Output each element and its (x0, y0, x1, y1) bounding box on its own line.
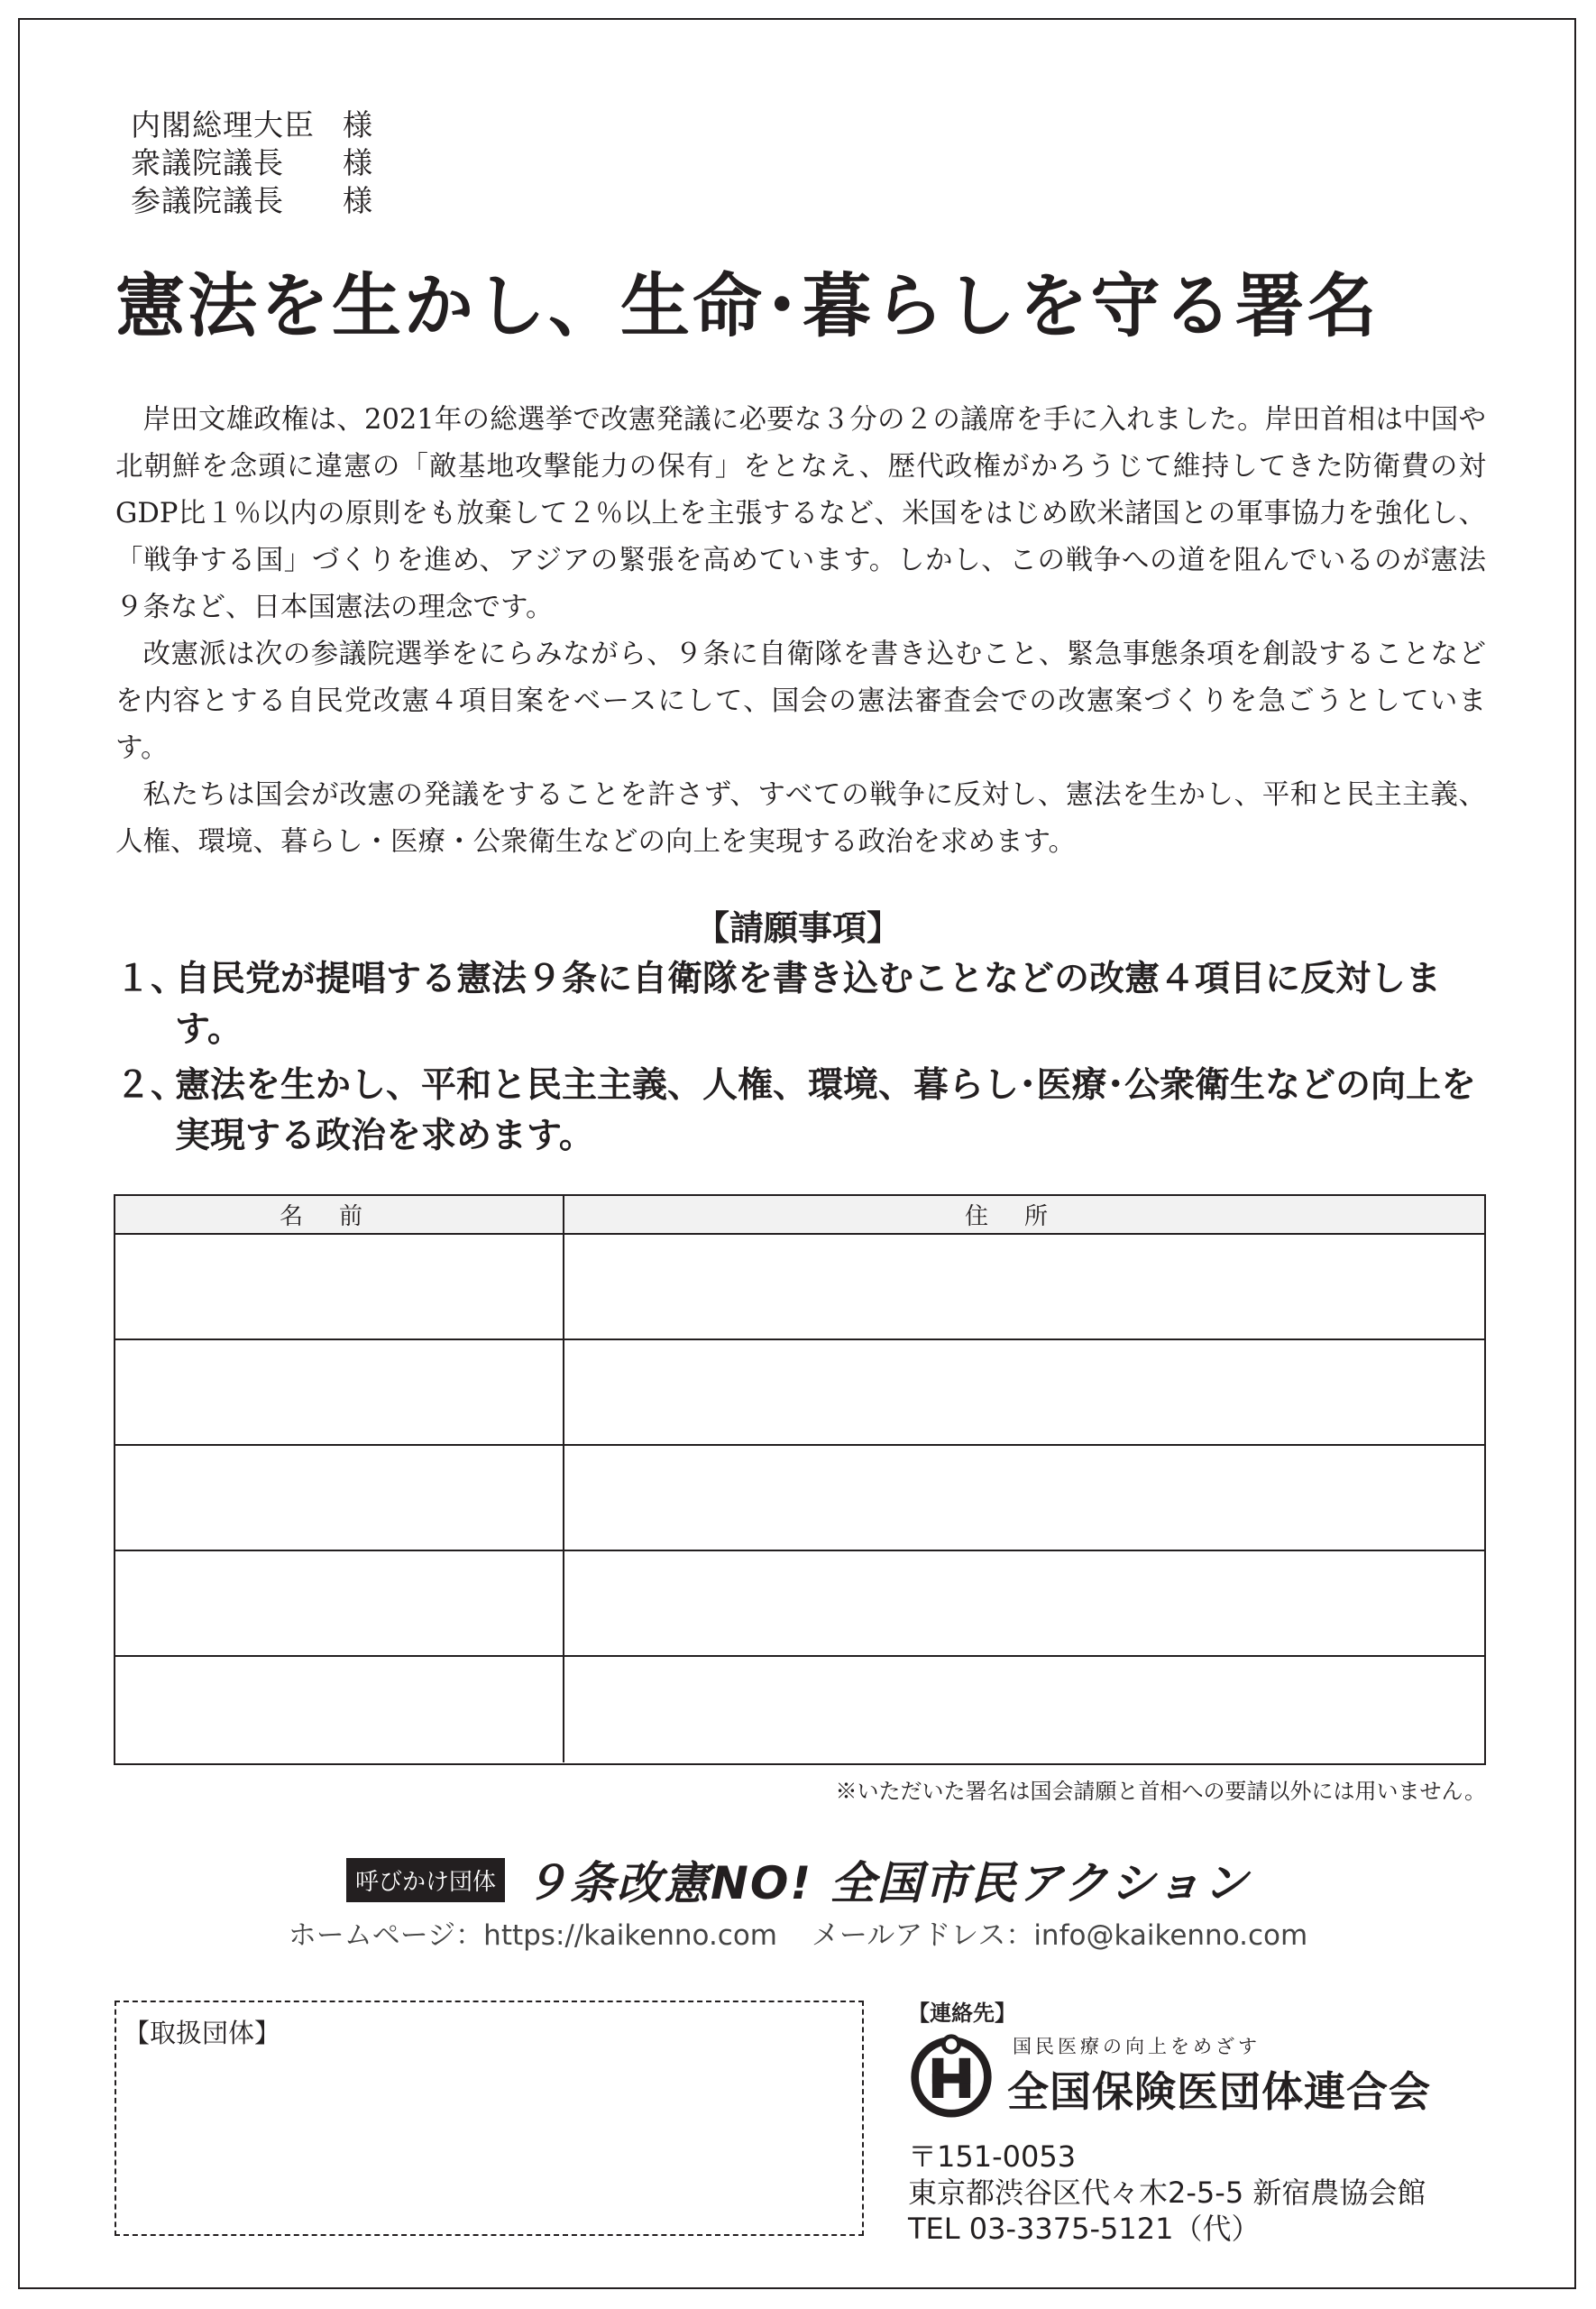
page-title: 憲法を生かし、生命･暮らしを守る署名 (115, 266, 1380, 347)
petition-item (115, 1061, 1504, 1162)
org-tagline: 国民医療の向上をめざす (1013, 2036, 1261, 2057)
address-block (908, 2139, 1503, 2247)
caller-badge: 呼びかけ団体 (346, 1858, 505, 1902)
addressee-honorific: 様 (343, 145, 373, 180)
homepage-link[interactable]: ホームページ：https://kaikenno.com (288, 1919, 778, 1952)
org-logo-icon (908, 2032, 995, 2119)
name-column-header: 名前 (115, 1196, 564, 1233)
petition-text: 憲法を生かし、平和と民主主義、人権、環境、暮らし･医療･公衆衛生などの向上を実現する政治を求めます。 (175, 1065, 1477, 1156)
org-name: 全国保険医団体連合会 (1007, 2067, 1431, 2116)
privacy-note: ※いただいた署名は国会請願と首相への要請以外には用いません。 (835, 1779, 1486, 1804)
email-link[interactable]: メールアドレス：info@kaikenno.com (811, 1919, 1308, 1952)
addressee-honorific: 様 (343, 107, 373, 143)
body-paragraph: 改憲派は次の参議院選挙をにらみながら、９条に自衛隊を書き込むこと、緊急事態条項を創設することなどを内容とする自民党改憲４項目案をベースにして、国会の憲法審査会での改憲案づくりを急ごうとしています。 (115, 639, 1486, 764)
address-cell[interactable] (564, 1551, 1484, 1655)
addressee-honorific: 様 (343, 183, 373, 218)
name-cell[interactable] (115, 1446, 564, 1550)
petition-text: 自民党が提唱する憲法９条に自衛隊を書き込むことなどの改憲４項目に反対します。 (175, 959, 1442, 1050)
body-paragraph: 岸田文雄政権は、2021年の総選挙で改憲発議に必要な３分の２の議席を手に入れました。岸田首相は中国や北朝鮮を念頭に違憲の「敵基地攻撃能力の保有」をとなえ、歴代政権がかろうじて維持してきた防衛費の対GDP比１％以内の原則をも放棄して２％以上を主張するなど、米国をはじめ欧米諸国との軍事協力を強化し、「戦争する国」づくりを進め、アジアの緊張を高めています。しかし、この戦争への道を阻んでいるのが憲法９条など、日本国憲法の理念です。 (115, 404, 1486, 623)
handler-box[interactable] (115, 2001, 864, 2236)
addressee-item (131, 106, 373, 144)
name-cell[interactable] (115, 1340, 564, 1444)
signature-table (114, 1194, 1486, 1765)
address-cell[interactable] (564, 1446, 1484, 1550)
address-cell[interactable] (564, 1340, 1484, 1444)
address-column-header: 住所 (964, 1203, 1084, 1230)
petition-list (115, 954, 1504, 1167)
addressee-item (131, 144, 373, 182)
name-cell[interactable] (115, 1235, 564, 1338)
addressee-role: 内閣総理大臣 (131, 107, 315, 143)
street-address: 東京都渋谷区代々木2-5-5 新宿農協会館 (908, 2176, 1426, 2210)
signature-row (115, 1446, 1484, 1551)
address-cell[interactable] (564, 1657, 1484, 1762)
addressee-role: 参議院議長 (131, 183, 284, 218)
contact-label: 【連絡先】 (908, 2001, 1016, 2026)
address-cell[interactable] (564, 1235, 1484, 1338)
petition-number: ２、 (115, 1065, 187, 1106)
telephone: TEL 03-3375-5121（代） (908, 2212, 1261, 2246)
caller-name: ９条改憲NO! 全国市民アクション (522, 1857, 1251, 1909)
addressee-item (131, 182, 373, 220)
addressee-role: 衆議院議長 (131, 145, 284, 180)
handler-label: 【取扱団体】 (124, 2018, 281, 2048)
petition-item (115, 954, 1504, 1055)
body-text (115, 397, 1486, 866)
body-paragraph: 私たちは国会が改憲の発議をすることを許さず、すべての戦争に反対し、憲法を生かし、平和と民主主義、人権、環境、暮らし・医療・公衆衛生などの向上を実現する政治を求めます。 (115, 779, 1486, 858)
caller-contact (0, 1912, 1596, 1953)
signature-row (115, 1551, 1484, 1657)
name-cell[interactable] (115, 1551, 564, 1655)
signature-row (115, 1235, 1484, 1340)
signature-row (115, 1657, 1484, 1762)
petition-heading: 【請願事項】 (694, 908, 901, 948)
postal-code: 〒151-0053 (908, 2139, 1077, 2174)
name-cell[interactable] (115, 1657, 564, 1762)
signature-row (115, 1340, 1484, 1446)
petition-number: １、 (115, 959, 187, 999)
addressee-list (131, 106, 373, 220)
contact-block (908, 1995, 1503, 2247)
caller-organization (0, 1847, 1596, 1912)
signature-table-header (115, 1196, 1484, 1235)
org-block (908, 2032, 1503, 2119)
